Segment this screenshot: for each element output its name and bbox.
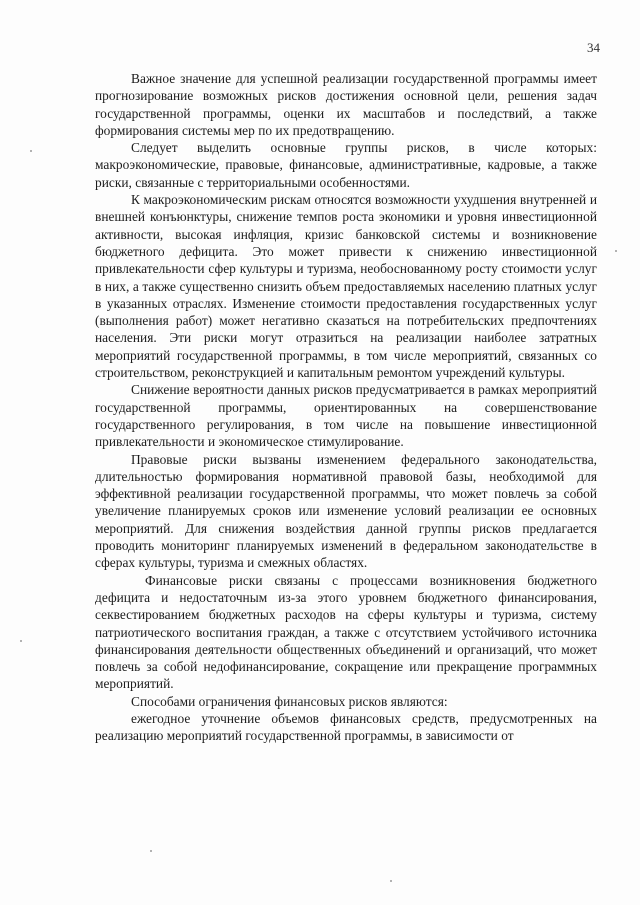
paragraph: Правовые риски вызваны изменением федерального законодательства, длительностью формирования нормативной правовой базы, необходимой для эффективной реализации государственной программы, что может повлечь за собой увеличение планируемых сроков или изменение условий реализации ее основных мероприятий. Для снижения воздействия данной группы рисков предлагается проводить мониторинг планируемых изменений в федеральном законодательстве в сферах культуры, туризма и смежных областях. xyxy=(95,451,597,571)
document-body xyxy=(95,70,597,745)
page-number: 34 xyxy=(587,40,600,55)
paragraph: Снижение вероятности данных рисков предусматривается в рамках мероприятий государственной программы, ориентированных на совершенствование государственного регулирования, в том числе на повышение инвестиционной привлекательности и экономическое стимулирование. xyxy=(95,382,597,450)
paragraph: Следует выделить основные группы рисков, в числе которых: макроэкономические, правовые, финансовые, административные, кадровые, а также риски, связанные с территориальными особенностями. xyxy=(95,140,597,190)
scan-speck xyxy=(150,850,152,852)
paragraph: Финансовые риски связаны с процессами возникновения бюджетного дефицита и недостаточным из-за этого уровнем бюджетного финансирования, секвестированием бюджетных расходов на сферы культуры и туризма, систему патриотического воспитания граждан, а также с отсутствием устойчивого источника финансирования деятельности общественных объединений и организаций, что может повлечь за собой недофинансирование, сокращение или прекращение программных мероприятий. xyxy=(95,572,597,692)
paragraph: Важное значение для успешной реализации государственной программы имеет прогнозирование возможных рисков достижения основной цели, решения задач государственной программы, оценки их масштабов и последствий, а также формирования системы мер по их предотвращению. xyxy=(95,71,597,138)
paragraph: ежегодное уточнение объемов финансовых средств, предусмотренных на реализацию мероприятий государственной программы, в зависимости от xyxy=(95,710,597,744)
paragraph: К макроэкономическим рискам относятся возможности ухудшения внутренней и внешней конъюнктуры, снижение темпов роста экономики и уровня инвестиционной активности, высокая инфляция, кризис банковской системы и возникновение бюджетного дефицита. Это может привести к снижению инвестиционной привлекательности сфер культуры и туризма, необоснованному росту стоимости услуг в них, а также существенно снизить объем предоставляемых населению платных услуг в указанных отраслях. Изменение стоимости предоставления государственных услуг (выполнения работ) может негативно сказаться на потребительских предпочтениях населения. Эти риски могут отразиться на реализации наиболее затратных мероприятий государственной программы, в том числе мероприятий, связанных со строительством, реконструкцией и капитальным ремонтом учреждений культуры. xyxy=(95,192,597,381)
scan-speck xyxy=(20,640,22,642)
scan-speck xyxy=(390,880,392,882)
scan-speck xyxy=(30,150,32,152)
paragraph: Способами ограничения финансовых рисков являются: xyxy=(131,693,448,709)
scan-speck xyxy=(615,250,617,252)
